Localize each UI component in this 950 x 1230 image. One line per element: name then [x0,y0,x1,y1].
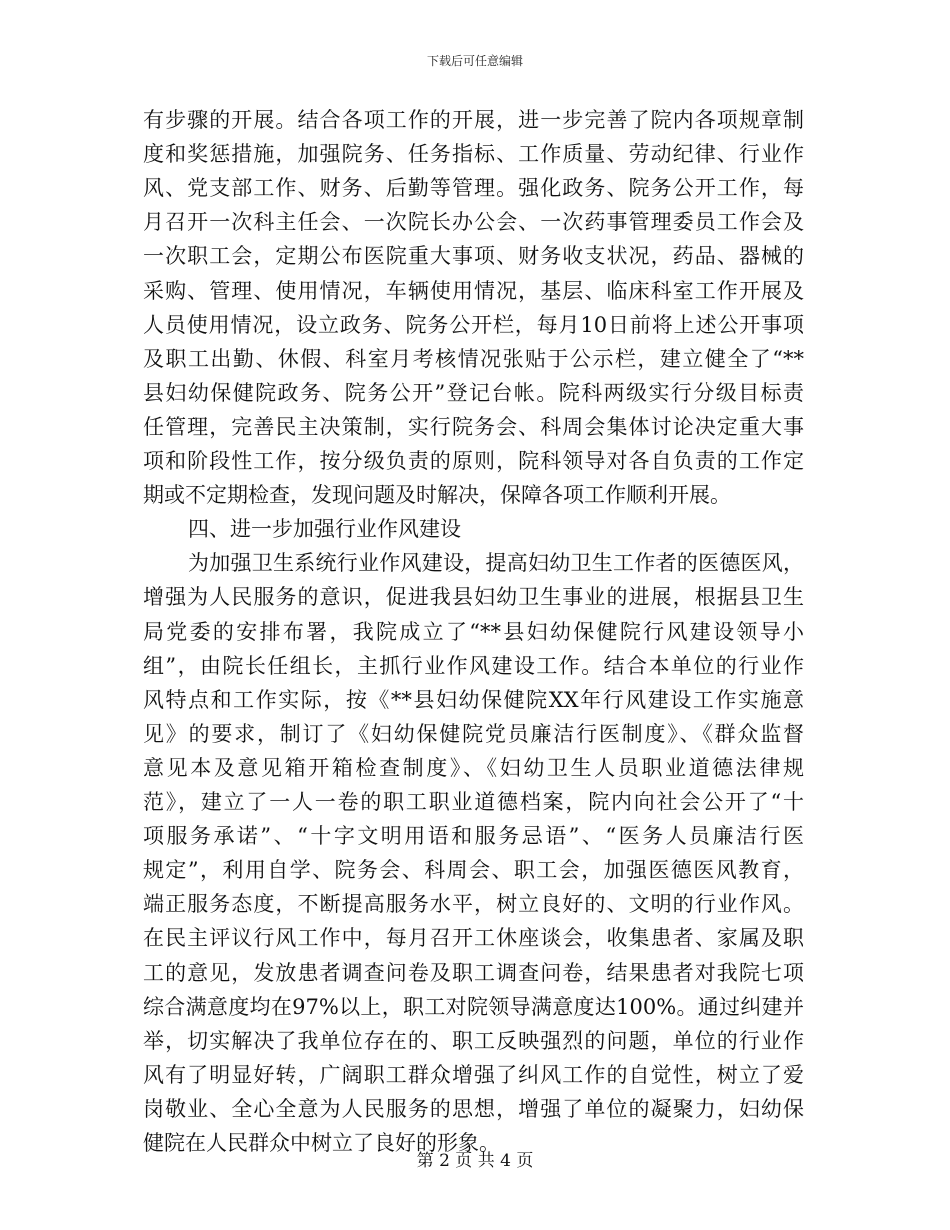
text-line: 规定”，利用自学、院务会、科周会、职工会，加强医德医风教育， [143,858,804,883]
page-header: 下载后可任意编辑 [426,54,523,68]
text-line: 在民主评议行风工作中，每月召开工休座谈会，收集患者、家属及职 [143,926,804,951]
text-line: 端正服务态度，不断提高服务水平，树立良好的、文明的行业作风。 [143,892,804,917]
text-line: 期或不定期检查，发现问题及时解决，保障各项工作顺利开展。 [143,483,731,508]
text-line: 及职工出勤、休假、科室月考核情况张贴于公示栏，建立健全了“** [143,346,804,371]
text-line: 县妇幼保健院政务、院务公开”登记台帐。院科两级实行分级目标责 [143,380,804,405]
text-line: 风有了明显好转，广阔职工群众增强了纠风工作的自觉性，树立了爱 [143,1062,804,1087]
text-line: 见》的要求，制订了《妇幼保健院党员廉洁行医制度》、《群众监督 [143,721,804,746]
text-line: 四、进一步加强行业作风建设 [188,517,461,542]
text-line: 人员使用情况，设立政务、院务公开栏，每月10日前将上述公开事项 [143,312,804,337]
text-line: 一次职工会，定期公布医院重大事项、财务收支状况，药品、器械的 [143,244,804,269]
text-line: 为加强卫生系统行业作风建设，提高妇幼卫生工作者的医德医风， [188,551,804,576]
text-line: 月召开一次科主任会、一次院长办公会、一次药事管理委员工作会及 [143,210,804,235]
text-line: 任管理，完善民主决策制，实行院务会、科周会集体讨论决定重大事 [143,414,804,439]
text-line: 有步骤的开展。结合各项工作的开展，进一步完善了院内各项规章制 [143,108,804,132]
text-line: 增强为人民服务的意识，促进我县妇幼卫生事业的进展，根据县卫生 [143,585,804,610]
text-line: 风、党支部工作、财务、后勤等管理。强化政务、院务公开工作，每 [143,176,804,201]
text-line: 举，切实解决了我单位存在的、职工反映强烈的问题，单位的行业作 [143,1028,804,1053]
text-line: 局党委的安排布署，我院成立了“**县妇幼保健院行风建设领导小 [143,619,804,644]
text-line: 项和阶段性工作，按分级负责的原则，院科领导对各自负责的工作定 [143,449,804,473]
text-line: 范》，建立了一人一卷的职工职业道德档案，院内向社会公开了“十 [143,790,804,814]
text-line: 工的意见，发放患者调查问卷及职工调查问卷，结果患者对我院七项 [143,960,804,985]
text-line: 健院在人民群众中树立了良好的形象。 [143,1131,500,1155]
text-line: 意见本及意见箱开箱检查制度》、《妇幼卫生人员职业道德法律规 [143,755,804,780]
text-line: 岗敬业、全心全意为人民服务的思想，增强了单位的凝聚力，妇幼保 [143,1096,804,1121]
text-line: 项服务承诺”、“十字文明用语和服务忌语”、“医务人员廉洁行医 [143,824,804,849]
text-line: 综合满意度均在97%以上，职工对院领导满意度达100%。通过纠建并 [143,994,804,1019]
page-number-footer: 第 2 页 共 4 页 [416,1151,534,1171]
text-line: 风特点和工作实际，按《**县妇幼保健院XX年行风建设工作实施意 [143,687,804,712]
text-line: 度和奖惩措施，加强院务、任务指标、工作质量、劳动纪律、行业作 [143,142,804,167]
text-line: 组”，由院长任组长，主抓行业作风建设工作。结合本单位的行业作 [143,653,804,678]
text-line: 采购、管理、使用情况，车辆使用情况，基层、临床科室工作开展及 [143,278,804,303]
